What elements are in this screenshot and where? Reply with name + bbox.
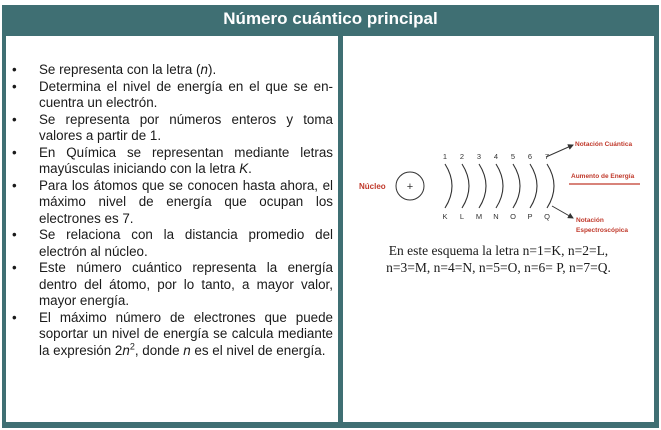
energy-level-arc xyxy=(547,164,554,208)
left-panel xyxy=(6,36,338,422)
right-panel xyxy=(343,36,654,422)
arrow-to-spectroscopic-notation xyxy=(552,206,573,218)
bullet-dot: • xyxy=(12,78,17,94)
level-number: 5 xyxy=(510,152,516,161)
level-letter: Q xyxy=(544,212,550,221)
energy-levels xyxy=(442,152,554,221)
energy-level-diagram xyxy=(343,36,654,422)
bullet-dot: • xyxy=(12,260,17,275)
bullet-text: Se relaciona con la distancia promedio del electrón al núcleo. xyxy=(39,227,333,259)
energy-level-arc xyxy=(530,164,537,208)
bullet-text: Este número cuántico representa la energía dentro del átomo, por lo tanto, a mayor valor, mayor energía. xyxy=(39,260,333,308)
content-frame xyxy=(2,5,659,428)
bullet-item xyxy=(11,227,333,260)
level-number: 1 xyxy=(442,152,448,161)
page-title: Número cuántico principal xyxy=(223,8,438,28)
level-letter: M xyxy=(475,212,483,221)
diagram-caption xyxy=(343,242,654,276)
bullet-dot: • xyxy=(12,144,17,160)
bullet-dot: • xyxy=(12,62,17,77)
level-number: 2 xyxy=(459,152,465,161)
nucleus-label: Núcleo xyxy=(359,182,386,191)
nucleus-plus-sign: + xyxy=(406,181,414,193)
energy-level-arc xyxy=(479,164,486,208)
bullet-item xyxy=(11,178,333,228)
energy-increase-label: Aumento de Energía xyxy=(571,173,635,180)
spectroscopic-notation-label-1: Notación xyxy=(576,217,604,224)
bullet-text: Se representa por números enteros y toma valores a partir de 1. xyxy=(39,111,333,143)
caption-line-2: n=3=M, n=4=N, n=5=O, n=6= P, n=7=Q. xyxy=(386,260,611,275)
bullet-dot: • xyxy=(12,309,17,325)
bullet-item xyxy=(11,145,333,178)
level-letter: L xyxy=(459,212,465,221)
bullet-list xyxy=(11,62,333,359)
bullet-item xyxy=(11,310,333,360)
bullet-text: ). xyxy=(207,62,217,77)
bullet-text: 2 xyxy=(129,341,135,352)
bullet-text: Se representa con la letra ( xyxy=(39,62,201,77)
level-letter: P xyxy=(527,212,533,221)
bullet-item xyxy=(11,260,333,310)
level-letter: K xyxy=(442,212,448,221)
bullet-item xyxy=(11,112,333,145)
bullet-dot: • xyxy=(12,111,17,127)
energy-level-arc xyxy=(445,164,452,208)
caption-line-1: En este esquema la letra n=1=K, n=2=L, xyxy=(388,243,609,258)
quantum-notation-label: Notación Cuántica xyxy=(575,141,633,148)
energy-level-arc xyxy=(513,164,520,208)
bullet-item xyxy=(11,62,333,79)
bullet-text: Determina el nivel de energía en el que se en-cuentra un electrón. xyxy=(39,78,333,110)
level-number: 3 xyxy=(476,152,482,161)
energy-level-arc xyxy=(462,164,469,208)
level-number: 6 xyxy=(527,152,533,161)
bullet-dot: • xyxy=(12,177,17,193)
bullet-item xyxy=(11,79,333,112)
level-number: 4 xyxy=(493,152,499,161)
bullet-text: El máximo número de electrones que puede soportar un nivel de energía se calcula mediante la expresión 2 xyxy=(39,309,333,358)
bullet-text: , donde xyxy=(134,342,184,358)
level-letter: N xyxy=(493,212,499,221)
bullet-text: . xyxy=(248,161,252,176)
bullet-text: K xyxy=(239,161,249,176)
bullet-text: Para los átomos que se conocen hasta ahora, el máximo nivel de energía que ocupan los electrones es 7. xyxy=(39,177,333,226)
bullet-dot: • xyxy=(12,227,17,242)
bullet-text: n xyxy=(122,342,130,358)
level-letter: O xyxy=(510,212,516,221)
bullet-text: En Química se representan mediante letras mayúsculas iniciando con la letra xyxy=(39,144,333,176)
energy-level-arc xyxy=(496,164,503,208)
bullet-text: es el nivel de energía. xyxy=(190,342,326,358)
arrow-to-quantum-notation xyxy=(546,145,573,157)
spectroscopic-notation-label-2: Espectroscópica xyxy=(576,227,629,234)
bullet-text: n xyxy=(183,342,191,358)
bullet-text: n xyxy=(200,62,208,77)
